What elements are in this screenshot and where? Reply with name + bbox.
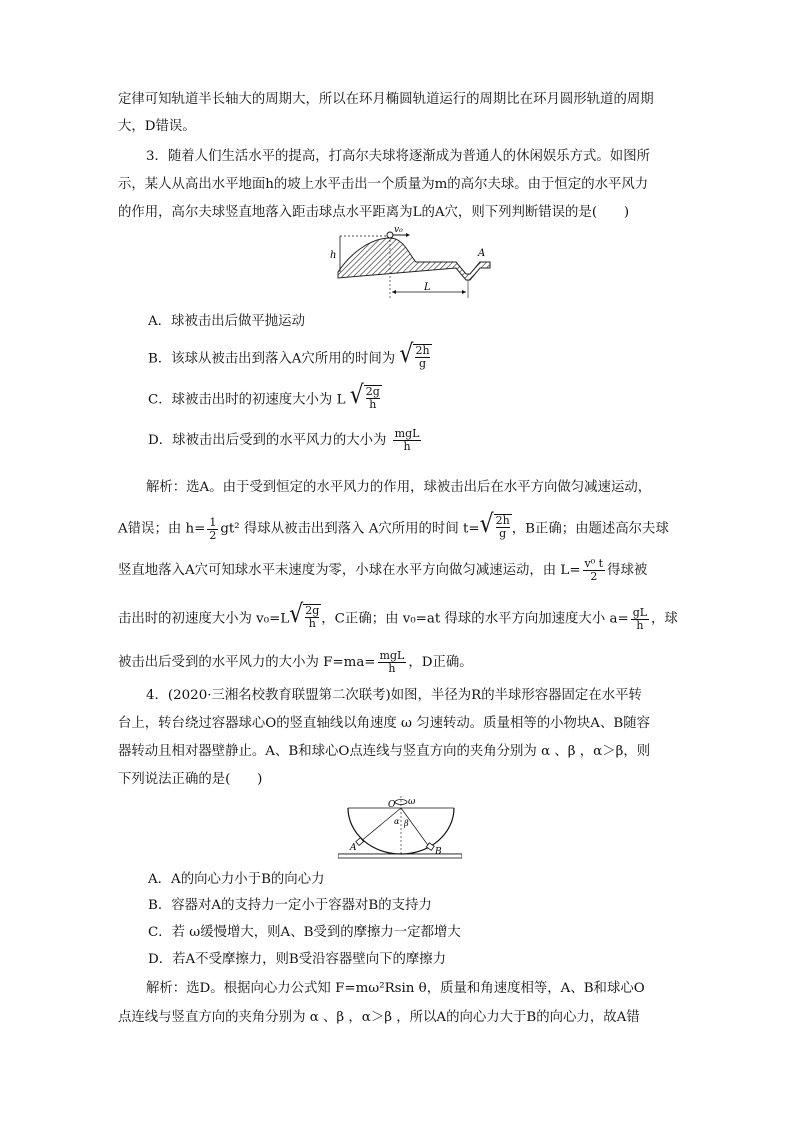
fig-O-label: O (388, 800, 396, 810)
q3-option-c: C．球被击出时的初速度大小为 L √ $\frac{2g}{h}$ (148, 381, 380, 411)
fig-alpha-label: α (394, 817, 400, 826)
fig-omega-label: ω (408, 797, 416, 807)
q3-solution-line-1: 解析：选A。由于受到恒定的水平风力的作用，球被击出后在水平方向做匀减速运动， (146, 480, 652, 495)
q4-stem-line-2: 台上，转台绕过容器球心O的竖直轴线以角速度 ω 匀速转动。质量相等的小物块A、B随容 (118, 716, 650, 731)
q4-solution-line-1: 解析：选D。根据向心力公式知 F=mω²Rsin θ，质量和角速度相等，A、B和球心O (146, 981, 645, 996)
intro-line-2: 大，D错误。 (118, 119, 196, 134)
q4-option-b: B．容器对A的支持力一定小于容器对B的支持力 (148, 898, 432, 913)
q3-option-a: A．球被击出后做平抛运动 (148, 314, 305, 329)
q4-solution-line-2: 点连线与竖直方向的夹角分别为 α 、β ，α＞β ，所以A的向心力大于B的向心力，故A错 (118, 1010, 640, 1025)
q4-stem-line-3: 器转动且相对器壁静止。A、B和球心O点连线与竖直方向的夹角分别为 α 、β ，α＞β，则 (118, 744, 651, 759)
fig-A-label-q4: A (350, 843, 357, 853)
q3-solution-line-3: 竖直地落入A穴可知球水平末速度为零，小球在水平方向做匀减速运动，由 L= $\frac{\text{v⁰ t}}{2}$ 得球被 (118, 557, 648, 583)
fig-L-label: L (424, 282, 431, 293)
q4-stem-line-4: 下列说法正确的是( ) (118, 772, 263, 787)
q3-stem-line-1: 3．随着人们生活水平的提高，打高尔夫球将逐渐成为普通人的休闲娱乐方式。如图所 (146, 149, 650, 164)
block-b-icon (426, 843, 434, 851)
q3-stem-line-3: 的作用，高尔夫球竖直地落入距击球点水平距离为L的A穴，则下列判断错误的是( ) (118, 205, 630, 220)
golf-ball-icon (387, 232, 393, 238)
fig-beta-label: β (404, 819, 409, 828)
q3-solution-line-4: 击出时的初速度大小为 v₀=L√ $\frac{2g}{h}$ ，C正确；由 v₀=at 得球的水平方向加速度大小 a= $\frac{gL}{h}$ ，球 (118, 600, 678, 632)
fig-B-label-q4: B (435, 847, 442, 857)
q3-solution-line-2: A错误；由 h= $\frac{1}{2}$ gt² 得球从被击出到落入 A穴所用的时间 t=√ $\frac{2h}{g}$ ，B正确；由题述高尔夫球 (118, 510, 669, 542)
q4-figure-hemisphere (338, 796, 462, 862)
q4-option-a: A．A的向心力小于B的向心力 (148, 872, 325, 887)
intro-line-1: 定律可知轨道半长轴大的周期大，所以在环月椭圆轨道运行的周期比在环月圆形轨道的周期 (118, 92, 654, 107)
q4-option-c: C．若 ω缓慢增大，则A、B受到的摩擦力一定都增大 (148, 925, 461, 940)
q4-stem-line-1: 4．(2020·三湘名校教育联盟第二次联考)如图，半径为R的半球形容器固定在水平转 (146, 688, 642, 703)
q3-option-b: B．该球从被击出到落入A穴所用的时间为 √ $\frac{2h}{g}$ (148, 340, 430, 370)
fig-v0-label: v₀ (394, 226, 403, 235)
q3-stem-line-2: 示，某人从高出水平地面h的坡上水平击出一个质量为m的高尔夫球。由于恒定的水平风力 (118, 177, 649, 192)
q4-option-d: D．若A不受摩擦力，则B受沿容器壁向下的摩擦力 (148, 952, 447, 967)
fig-A-label: A (478, 248, 486, 259)
q3-option-d: D．球被击出后受到的水平风力的大小为 $\frac{\text{mgL}}{h}$ (148, 427, 420, 453)
fig-h-label: h (330, 250, 337, 261)
q3-figure-golf-slope (330, 226, 494, 298)
q3-solution-line-5: 被击出后受到的水平风力的大小为 F=ma= $\frac{\text{mgL}}{h}$ ，D正确。 (118, 649, 473, 675)
